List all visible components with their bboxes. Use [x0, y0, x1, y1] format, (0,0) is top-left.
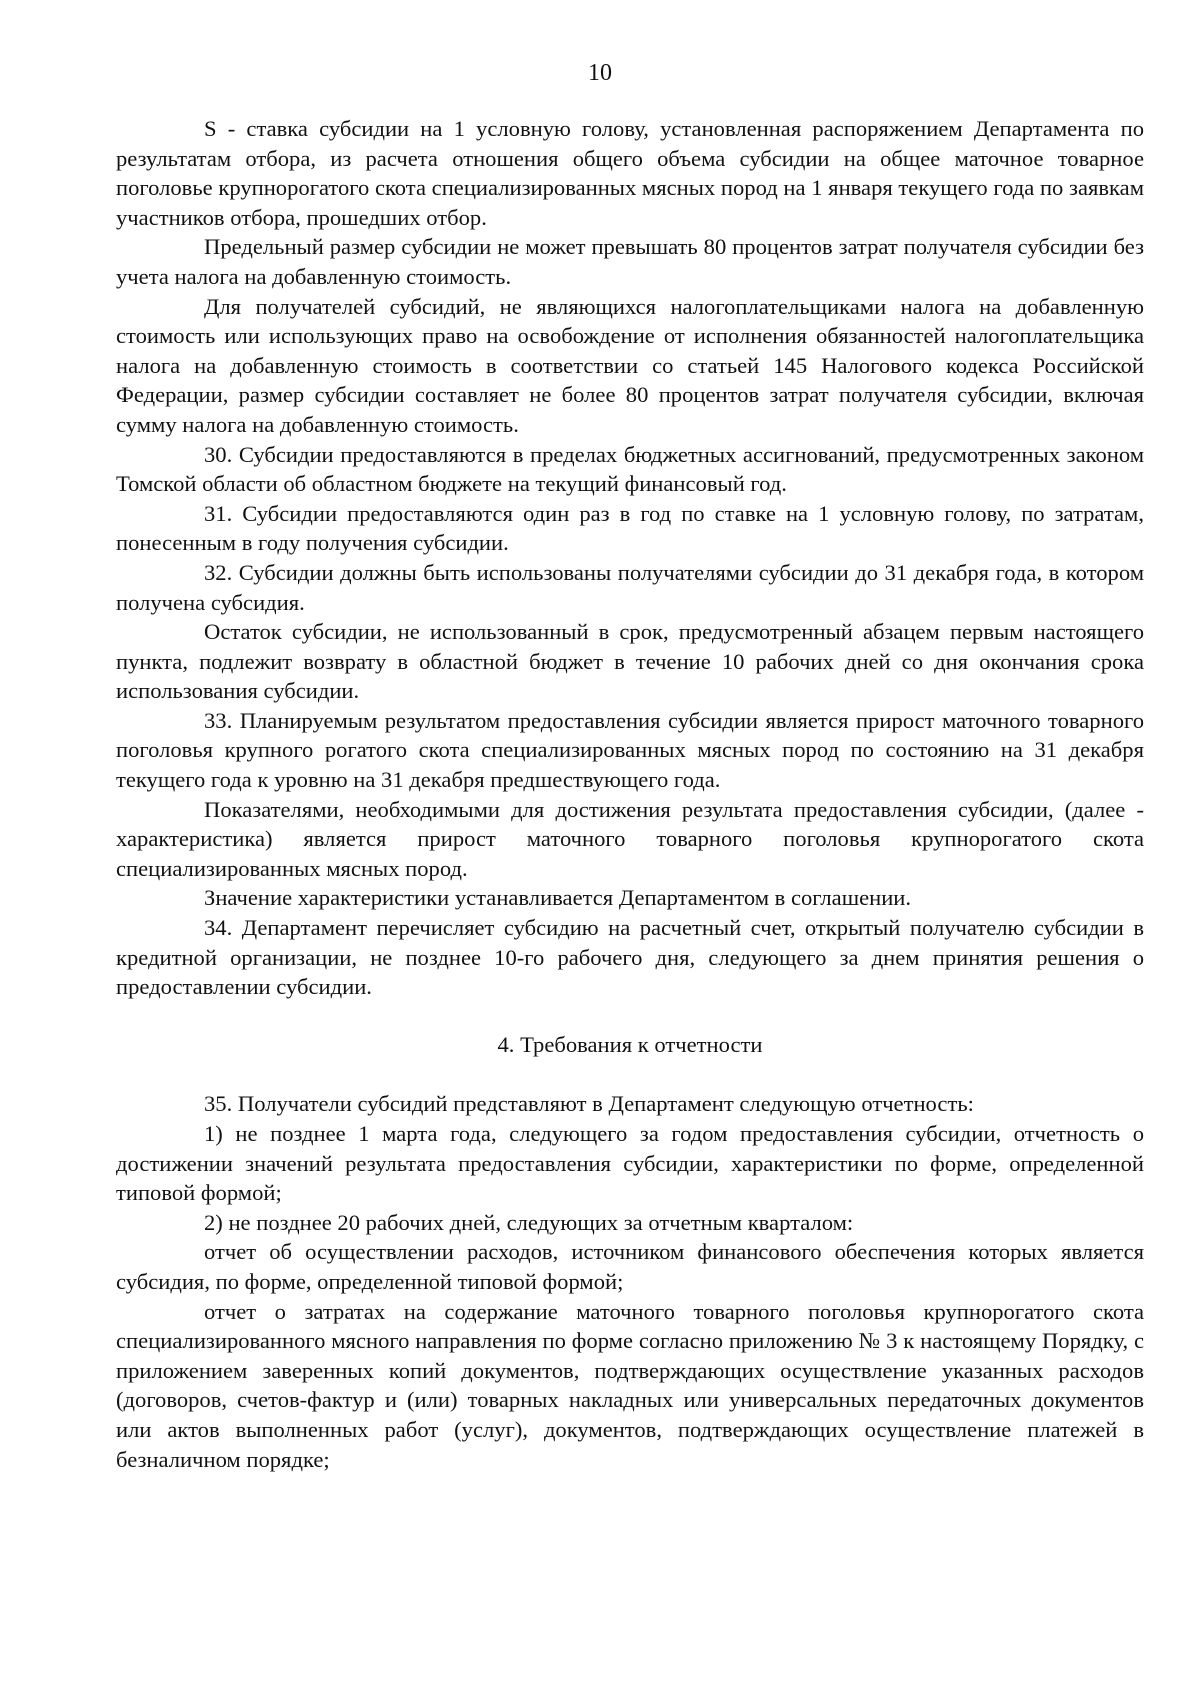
- paragraph-item-31: 31. Субсидии предоставляются один раз в год по ставке на 1 условную голову, по затратам, понесенным в году получения субсидии.: [116, 500, 1144, 556]
- paragraph-max-subsidy: Предельный размер субсидии не может превышать 80 процентов затрат получателя субсидии без учета налога на добавленную стоимость.: [116, 234, 1144, 289]
- paragraph-characteristic-value: Значение характеристики устанавливается Департаментом в соглашении.: [204, 885, 912, 911]
- paragraph-item-32: 32. Субсидии должны быть использованы получателями субсидии до 31 декабря года, в котором получена субсидия.: [116, 559, 1144, 615]
- paragraph-vat-exempt-recipients: Для получателей субсидий, не являющихся налогоплательщиками налога на добавленную стоимость или использующих право на освобождение от исполнения обязанностей налогоплательщика налога на добавленную стоимость в соответствии со статьей 145 Налогового кодекса Российской Федерации, размер субсидии составляет не более 80 процентов затрат получателя субсидии, включая сумму налога на добавленную стоимость.: [116, 293, 1144, 437]
- document-body: [116, 114, 1144, 1474]
- paragraph-item-30: 30. Субсидии предоставляются в пределах бюджетных ассигнований, предусмотренных законом Томской области об областном бюджете на текущий финансовый год.: [116, 441, 1144, 497]
- page-number: 10: [588, 60, 612, 86]
- paragraph-subitem-2: 2) не позднее 20 рабочих дней, следующих за отчетным кварталом:: [204, 1209, 854, 1235]
- section-heading: 4. Требования к отчетности: [497, 1031, 763, 1057]
- paragraph-subitem-1: 1) не позднее 1 марта года, следующего за годом предоставления субсидии, отчетность о достижении значений результата предоставления субсидии, характеристики по форме, определенной типовой формой;: [116, 1121, 1144, 1206]
- paragraph-indicators: Показателями, необходимыми для достижения результата предоставления субсидии, (далее - характеристика) является прирост маточного товарного поголовья крупнорогатого скота специализированных мясных пород.: [116, 796, 1144, 881]
- paragraph-item-33: 33. Планируемым результатом предоставления субсидии является прирост маточного товарного поголовья крупного рогатого скота специализированных мясных пород по состоянию на 31 декабря текущего года к уровню на 31 декабря предшествующего года.: [116, 707, 1144, 793]
- paragraph-expense-report: отчет об осуществлении расходов, источником финансового обеспечения которых является субсидия, по форме, определенной типовой формой;: [116, 1239, 1144, 1294]
- paragraph-item-35: 35. Получатели субсидий представляют в Департамент следующую отчетность:: [204, 1091, 974, 1117]
- paragraph-item-34: 34. Департамент перечисляет субсидию на расчетный счет, открытый получателю субсидии в кредитной организации, не позднее 10-го рабочего дня, следующего за днем принятия решения о предоставлении субсидии.: [116, 915, 1144, 1000]
- paragraph-cost-report: отчет о затратах на содержание маточного товарного поголовья крупнорогатого скота специализированного мясного направления по форме согласно приложению № 3 к настоящему Порядку, с приложением заверенных копий документов, подтверждающих осуществление указанных расходов (договоров, счетов-фактур и (или) товарных накладных или универсальных передаточных документов или актов выполненных работ (услуг), документов, подтверждающих осуществление платежей в безналичном порядке;: [116, 1298, 1144, 1472]
- paragraph-subsidy-rate-definition: S - ставка субсидии на 1 условную голову, установленная распоряжением Департамента по результатам отбора, из расчета отношения общего объема субсидии на общее маточное товарное поголовье крупнорогатого скота специализированных мясных пород на 1 января текущего года по заявкам участников отбора, прошедших отбор.: [116, 116, 1144, 230]
- paragraph-unused-balance: Остаток субсидии, не использованный в срок, предусмотренный абзацем первым настоящего пункта, подлежит возврату в областной бюджет в течение 10 рабочих дней со дня окончания срока использования субсидии.: [116, 619, 1144, 704]
